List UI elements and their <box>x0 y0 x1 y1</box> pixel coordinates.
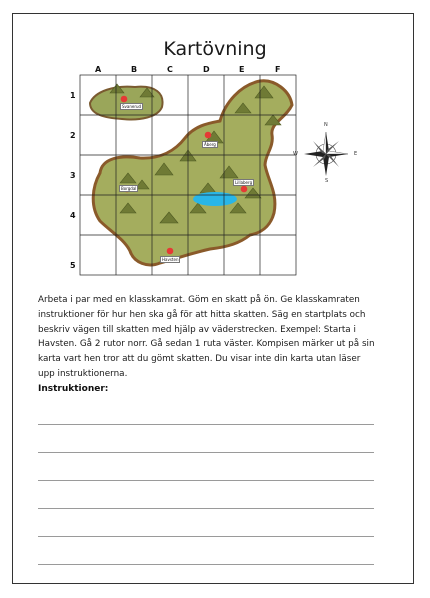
lake <box>193 192 237 206</box>
row-label: 3 <box>70 171 76 180</box>
place-label: Svanerud <box>122 104 142 109</box>
column-label: F <box>275 65 281 74</box>
answer-line[interactable] <box>38 536 374 537</box>
compass-south: S <box>325 178 329 184</box>
column-label: A <box>95 65 102 74</box>
answer-line[interactable] <box>38 424 374 425</box>
place-label: Havsten <box>162 257 179 262</box>
row-label: 1 <box>70 91 76 100</box>
place-marker <box>121 96 128 103</box>
instructions-heading: Instruktioner: <box>38 384 109 394</box>
place-label: Åberg <box>204 142 216 147</box>
column-label: C <box>167 65 173 74</box>
column-label: D <box>203 65 210 74</box>
place-label: Lillaberg <box>235 180 253 185</box>
page-title: Kartövning <box>163 38 267 60</box>
place-marker <box>205 132 212 139</box>
row-label: 2 <box>70 131 76 140</box>
place-label: Borgdal <box>121 186 137 191</box>
answer-line[interactable] <box>38 564 374 565</box>
answer-line[interactable] <box>38 480 374 481</box>
answer-line[interactable] <box>38 452 374 453</box>
row-label: 4 <box>70 211 76 220</box>
row-label: 5 <box>70 261 76 270</box>
place-marker <box>167 248 174 255</box>
column-label: B <box>131 65 138 74</box>
answer-line[interactable] <box>38 508 374 509</box>
compass-rose <box>293 122 358 184</box>
island-map <box>60 63 320 285</box>
place-marker <box>241 186 248 193</box>
compass-north: N <box>324 122 328 128</box>
compass-west: W <box>293 151 298 157</box>
instructions-paragraph: Arbeta i par med en klasskamrat. Göm en skatt på ön. Ge klasskamraten instruktioner för hur hen ska gå för att hitta skatten. Säg en startplats och beskriv vägen till skatten med hjälp av väderstrecken. Exempel: Starta i Havsten. Gå 2 rutor norr. Gå sedan 1 ruta väster. Kompisen märker ut på sin karta vart hen tror att du gömt skatten. Du visar inte din karta utan läser upp instruktionerna. <box>38 295 375 379</box>
map-area <box>60 63 320 285</box>
compass-east: E <box>354 151 358 157</box>
compass-icon <box>300 128 352 180</box>
column-label: E <box>239 65 245 74</box>
